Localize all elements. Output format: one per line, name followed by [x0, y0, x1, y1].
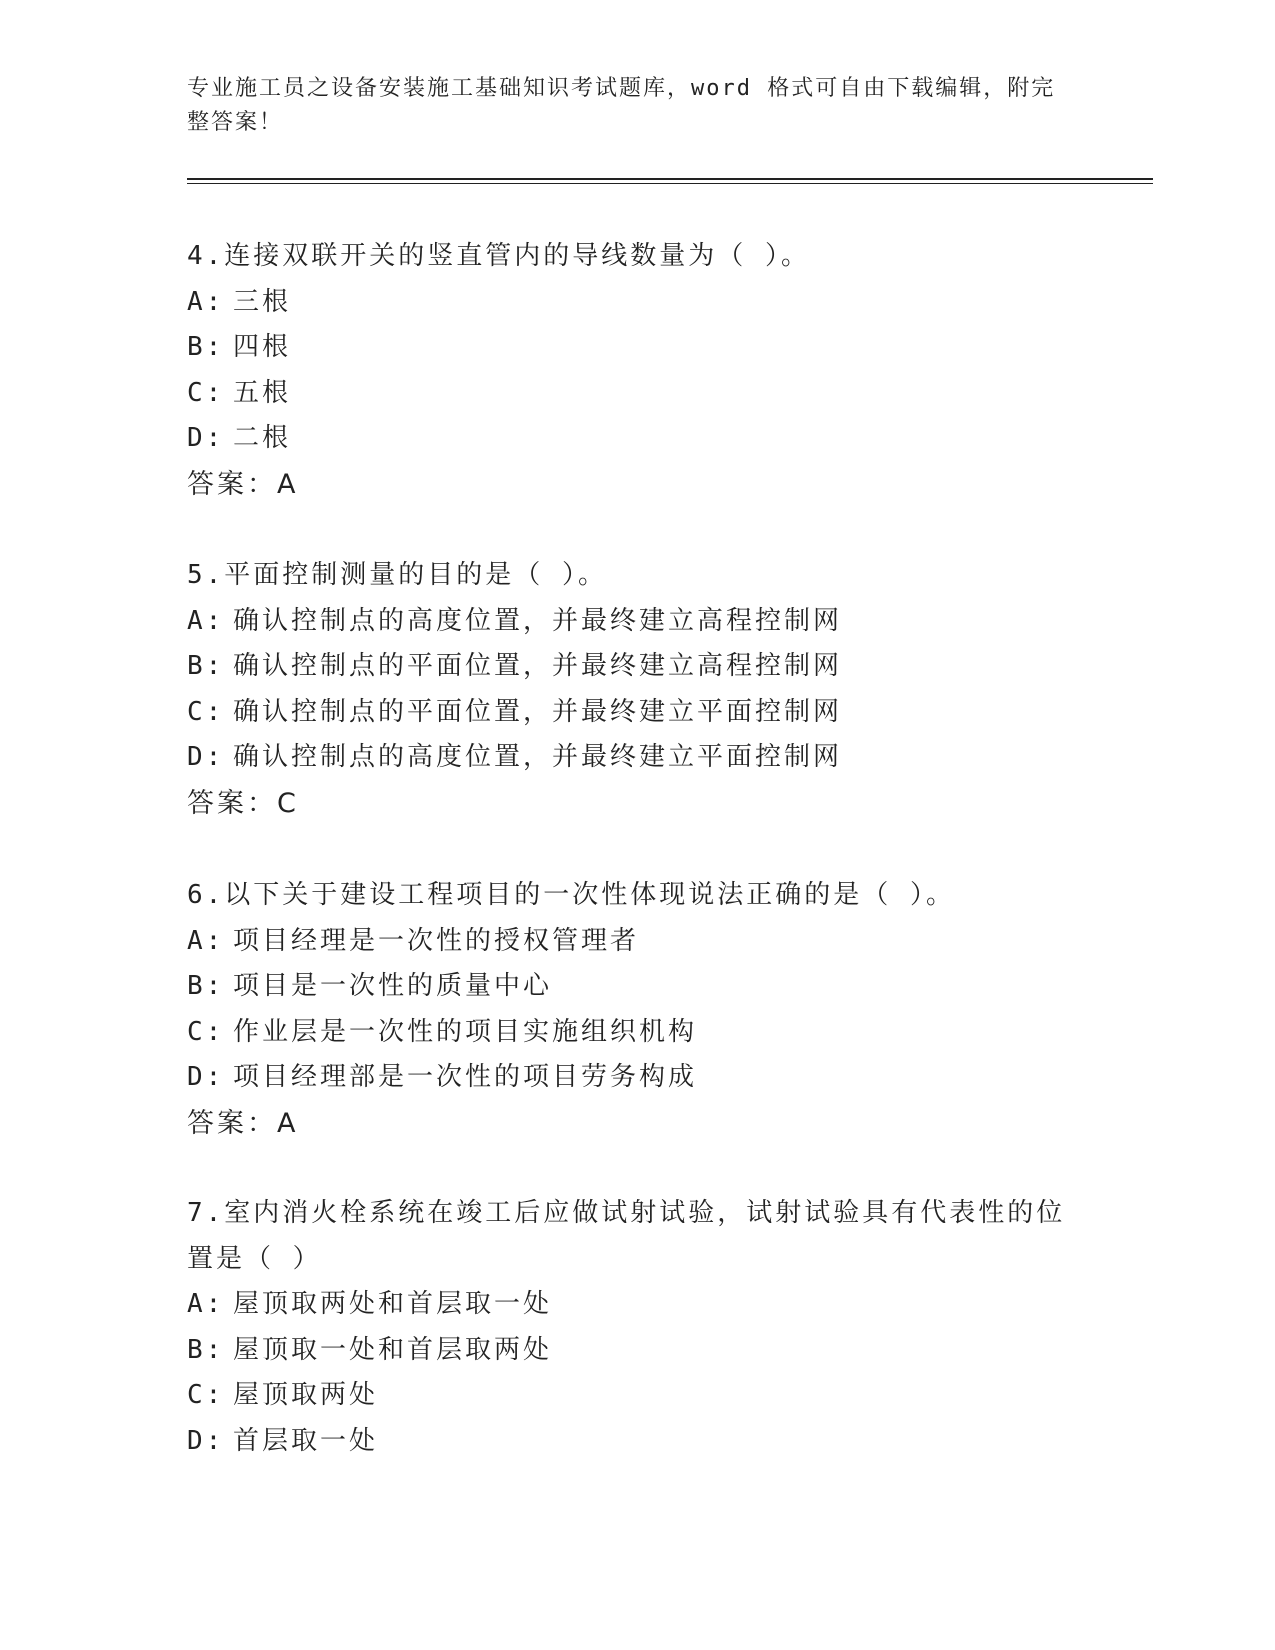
- question-4: [187, 234, 1087, 507]
- option-a: [187, 280, 1087, 326]
- option-letter: D:: [187, 423, 225, 453]
- option-letter: B:: [187, 971, 225, 1001]
- option-text: 屋顶取两处和首层取一处: [233, 1289, 553, 1319]
- question-7: [187, 1191, 1087, 1464]
- option-text: 屋顶取一处和首层取两处: [233, 1334, 553, 1365]
- question-6: [187, 873, 1087, 1146]
- option-text: 三根: [233, 286, 292, 317]
- option-letter: B:: [187, 651, 225, 681]
- option-text: 项目经理部是一次性的项目劳务构成: [233, 1062, 698, 1092]
- option-text: 确认控制点的高度位置，并最终建立平面控制网: [233, 742, 843, 772]
- answer-line: 答案：A: [187, 468, 299, 500]
- option-a: [187, 919, 1087, 965]
- header-rule-thick: [187, 178, 1153, 180]
- option-d: [187, 1055, 1087, 1101]
- option-text: 确认控制点的平面位置，并最终建立高程控制网: [233, 651, 843, 681]
- option-b: [187, 964, 1087, 1010]
- option-letter: B:: [187, 332, 225, 362]
- question-stem: 5.平面控制测量的目的是（ ）。: [187, 560, 607, 590]
- option-letter: A:: [187, 925, 225, 956]
- question-stem: 4.连接双联开关的竖直管内的导线数量为（ ）。: [187, 241, 810, 271]
- option-text: 五根: [233, 377, 292, 408]
- option-c: [187, 690, 1087, 736]
- option-text: 首层取一处: [233, 1425, 379, 1456]
- option-b: [187, 1328, 1087, 1374]
- option-c: [187, 371, 1087, 417]
- option-text: 项目经理是一次性的授权管理者: [233, 925, 640, 956]
- question-stem: 7.室内消火栓系统在竣工后应做试射试验，试射试验具有代表性的位置是（ ）: [187, 1198, 1066, 1274]
- document-intro: 专业施工员之设备安装施工基础知识考试题库，word 格式可自由下载编辑，附完整答案！: [187, 76, 1056, 135]
- question-5: [187, 553, 1087, 826]
- option-text: 作业层是一次性的项目实施组织机构: [233, 1016, 698, 1047]
- question-stem: 6.以下关于建设工程项目的一次性体现说法正确的是（ ）。: [187, 880, 955, 910]
- option-letter: A:: [187, 286, 225, 317]
- option-text: 确认控制点的高度位置，并最终建立高程控制网: [233, 605, 843, 636]
- answer-line: 答案：A: [187, 1107, 299, 1139]
- option-letter: B:: [187, 1334, 225, 1365]
- option-letter: D:: [187, 742, 225, 772]
- option-c: [187, 1373, 1087, 1419]
- option-a: [187, 599, 1087, 645]
- option-letter: C:: [187, 1016, 225, 1047]
- option-c: [187, 1010, 1087, 1056]
- option-b: [187, 644, 1087, 690]
- answer-line: 答案：C: [187, 787, 299, 819]
- option-text: 项目是一次性的质量中心: [233, 971, 553, 1001]
- option-letter: C:: [187, 377, 225, 408]
- option-text: 二根: [233, 423, 292, 453]
- option-text: 四根: [233, 332, 292, 362]
- option-letter: D:: [187, 1425, 225, 1456]
- option-text: 确认控制点的平面位置，并最终建立平面控制网: [233, 696, 843, 727]
- option-letter: C:: [187, 1380, 225, 1410]
- option-letter: D:: [187, 1062, 225, 1092]
- option-d: [187, 1419, 1087, 1465]
- option-text: 屋顶取两处: [233, 1380, 379, 1410]
- option-d: [187, 735, 1087, 781]
- option-d: [187, 416, 1087, 462]
- header-rule-thin: [187, 183, 1153, 184]
- option-letter: A:: [187, 605, 225, 636]
- option-letter: A:: [187, 1289, 225, 1319]
- option-b: [187, 325, 1087, 371]
- option-a: [187, 1282, 1087, 1328]
- option-letter: C:: [187, 696, 225, 727]
